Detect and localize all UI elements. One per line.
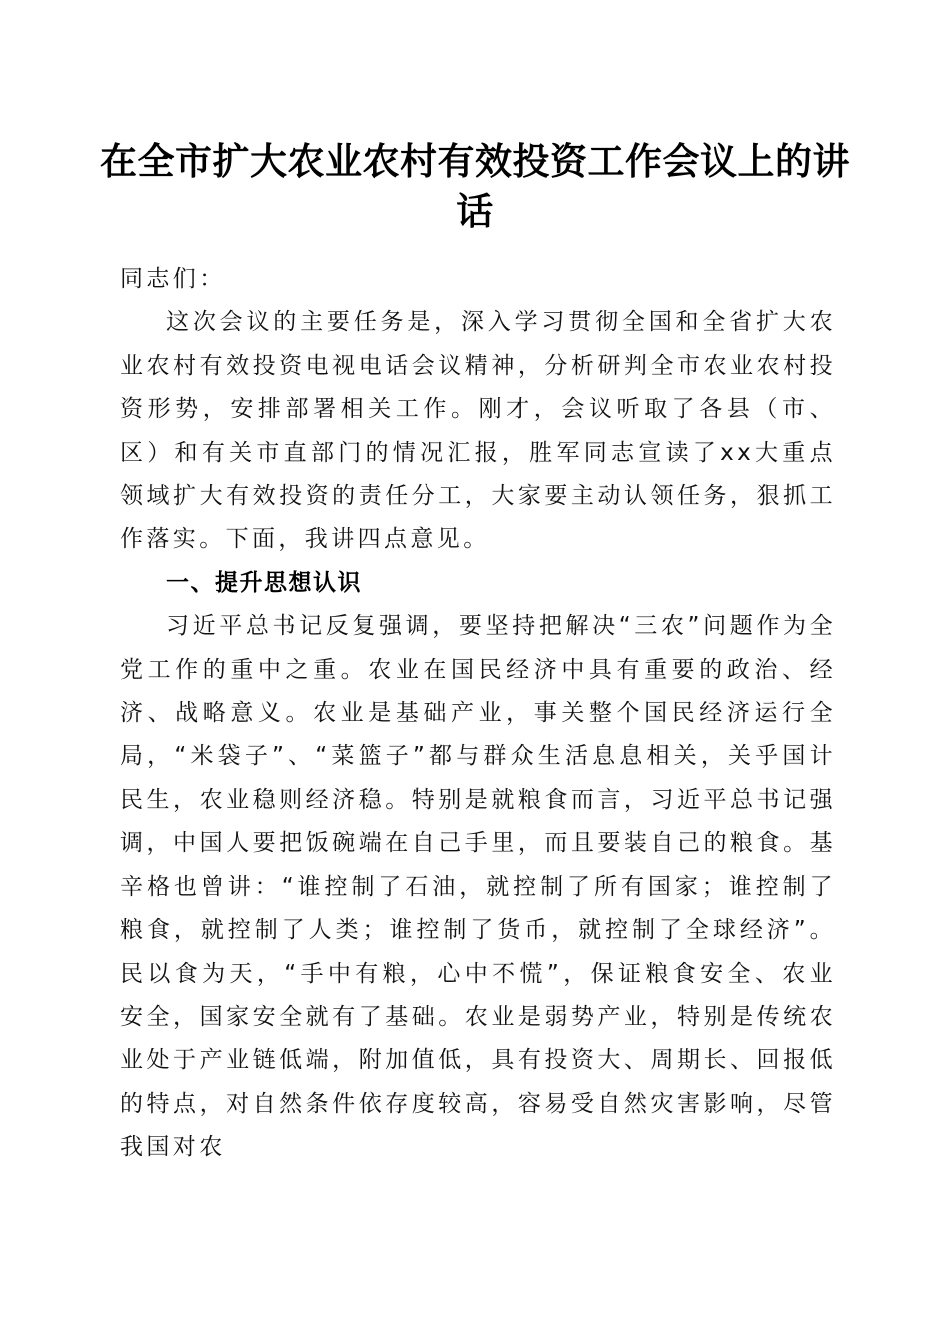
intro-paragraph: 这次会议的主要任务是，深入学习贯彻全国和全省扩大农业农村有效投资电视电话会议精神，分析研判全市农业农村投资形势，安排部署相关工作。刚才，会议听取了各县（市、区）和有关市直部门的情况汇报，胜军同志宣读了xx大重点领域扩大有效投资的责任分工，大家要主动认领任务，狠抓工作落实。下面，我讲四点意见。 bbox=[120, 309, 836, 553]
document-body bbox=[120, 258, 836, 1170]
document-title: 在全市扩大农业农村有效投资工作会议上的讲话 bbox=[100, 139, 850, 233]
section-1-paragraph: 习近平总书记反复强调，要坚持把解决“三农”问题作为全党工作的重中之重。农业在国民经济中具有重要的政治、经济、战略意义。农业是基础产业，事关整个国民经济运行全局，“米袋子”、“菜篮子”都与群众生活息息相关，关乎国计民生，农业稳则经济稳。特别是就粮食而言，习近平总书记强调，中国人要把饭碗端在自己手里，而且要装自己的粮食。基辛格也曾讲：“谁控制了石油，就控制了所有国家；谁控制了粮食，就控制了人类；谁控制了货币，就控制了全球经济”。民以食为天，“手中有粮，心中不慌”，保证粮食安全、农业安全，国家安全就有了基础。农业是弱势产业，特别是传统农业处于产业链低端，附加值低，具有投资大、周期长、回报低的特点，对自然条件依存度较高，容易受自然灾害影响，尽管我国对农 bbox=[120, 613, 836, 1161]
salutation: 同志们： bbox=[120, 266, 226, 292]
section-heading-1: 一、提升思想认识 bbox=[166, 569, 362, 596]
